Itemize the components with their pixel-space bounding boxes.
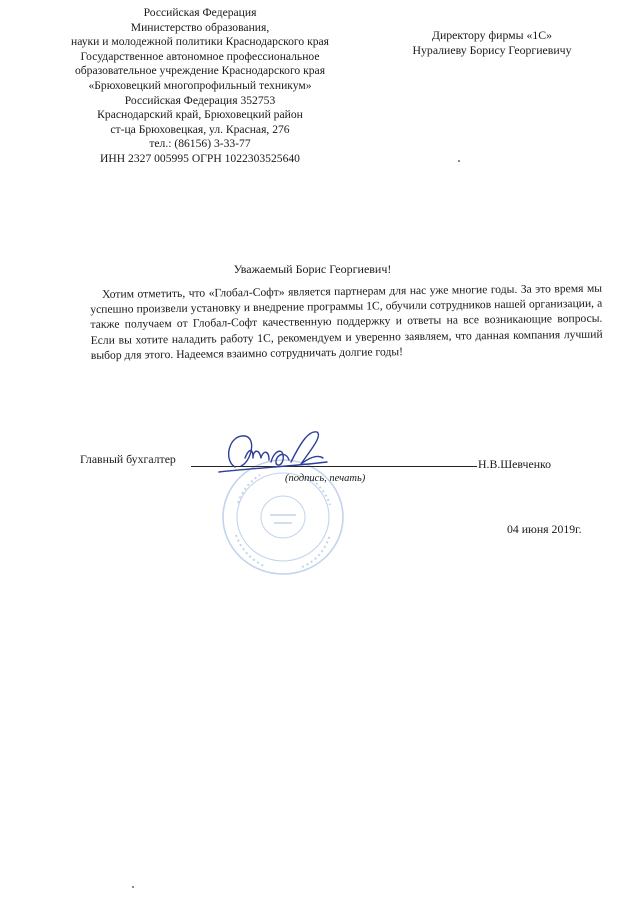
sender-line: тел.: (86156) 3-33-77 — [149, 137, 251, 151]
sender-line: ст-ца Брюховецкая, ул. Красная, 276 — [110, 122, 290, 136]
signatory-name: Н.В.Шевченко — [478, 457, 552, 471]
signatory-position: Главный бухгалтер — [80, 452, 176, 466]
recipient-title: Директору фирмы «1С» — [431, 28, 553, 42]
sender-line: Российская Федерация — [143, 6, 257, 19]
sender-line: ИНН 2327 005995 ОГРН 1022303525640 — [100, 151, 300, 165]
sender-line: «Брюховецкий многопрофильный техникум» — [88, 78, 312, 92]
sender-line: Российская Федерация 352753 — [124, 93, 276, 107]
handwritten-signature-icon — [205, 422, 335, 487]
signature-caption: (подпись, печать) — [285, 473, 366, 484]
sender-line: образовательное учреждение Краснодарского края — [74, 64, 326, 78]
sender-line: Краснодарский край, Брюховецкий район — [97, 108, 303, 122]
scan-speck — [458, 160, 460, 162]
greeting: Уважаемый Борис Георгиевич! — [233, 262, 392, 276]
sender-line: Министерство образования, — [130, 20, 270, 34]
sender-header — [40, 6, 360, 167]
letter-body: Хотим отметить, что «Глобал-Софт» является партнерам для нас уже многие годы. За это время мы успешно произвели установку и внедрение программы 1С, обучили сотрудников нашей организации, а также получаем от Глобал-Софт качественную поддержку и ответы на все возникающие вопросы. Если вы хотите наладить работу 1С, рекомендуем и уверенно заявляем, что данная компания лучший выбор для этого. Надеемся взаимно сотрудничать долгие годы! — [90, 281, 603, 362]
recipient-block — [392, 28, 592, 57]
scan-speck — [132, 886, 134, 888]
sender-line: науки и молодежной политики Краснодарского края — [70, 35, 330, 49]
sender-line: Государственное автономное профессиональное — [80, 49, 320, 63]
letter-date: 04 июня 2019г. — [507, 522, 582, 536]
recipient-name: Нуралиеву Борису Георгиевичу — [412, 42, 572, 57]
